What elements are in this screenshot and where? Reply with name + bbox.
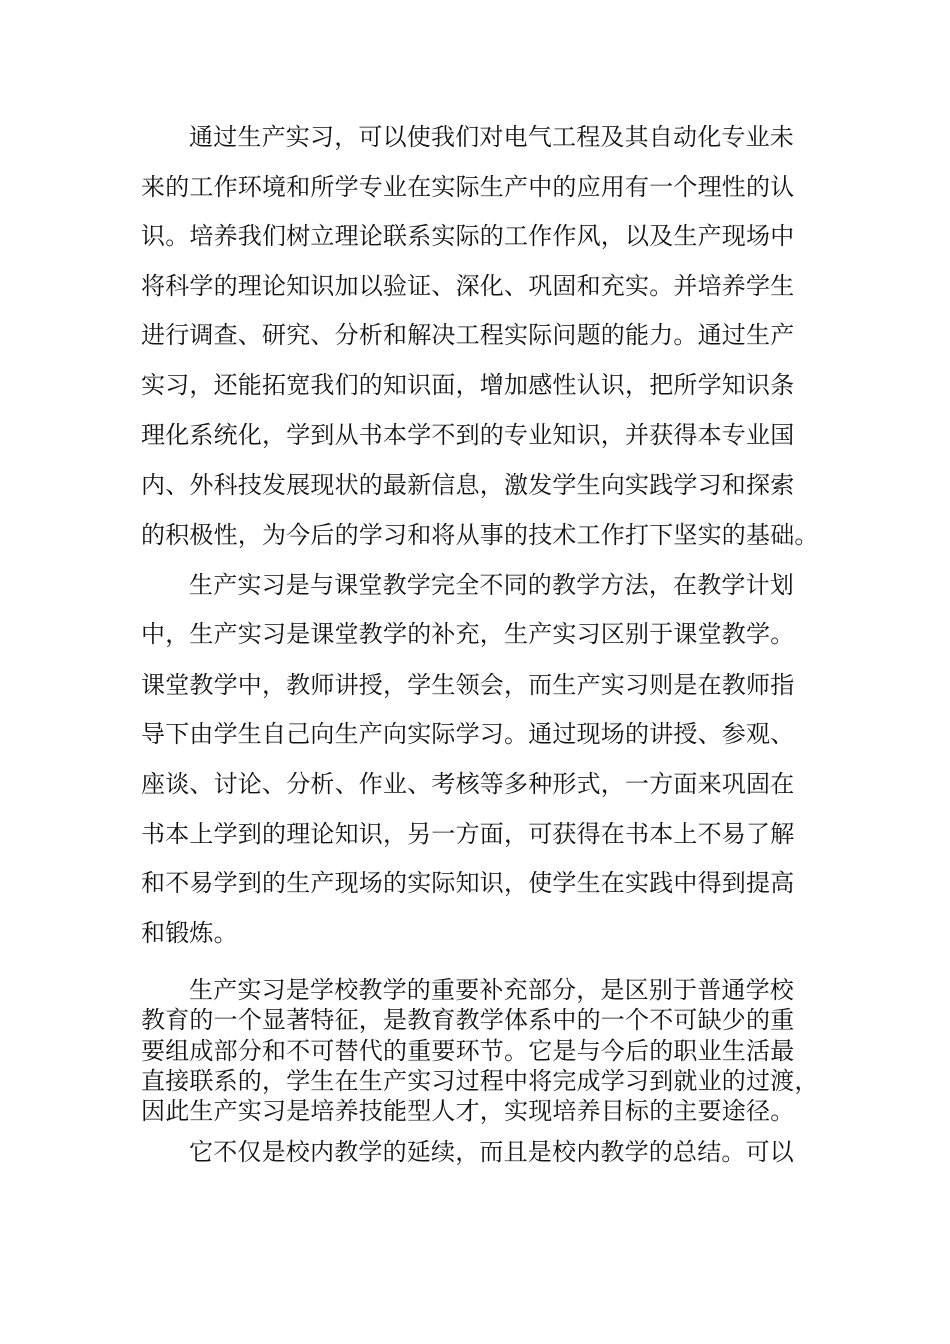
text-line: 生产实习是与课堂教学完全不同的教学方法，在教学计划 xyxy=(189,571,794,599)
text-line: 直接联系的，学生在生产实习过程中将完成学习到就业的过渡， xyxy=(141,1067,819,1095)
text-line: 内、外科技发展现状的最新信息，激发学生向实践学习和探索 xyxy=(141,471,795,499)
text-line: 教育的一个显著特征，是教育教学体系中的一个不可缺少的重 xyxy=(141,1006,795,1034)
text-line: 它不仅是校内教学的延续，而且是校内教学的总结。可以 xyxy=(189,1138,794,1166)
text-line: 导下由学生自己向生产向实际学习。通过现场的讲授、参观、 xyxy=(141,720,795,748)
text-line: 理化系统化，学到从书本学不到的专业知识，并获得本专业国 xyxy=(141,421,795,449)
text-line: 通过生产实习，可以使我们对电气工程及其自动化专业未 xyxy=(189,123,794,151)
text-line: 进行调查、研究、分析和解决工程实际问题的能力。通过生产 xyxy=(141,321,795,349)
text-line: 和不易学到的生产现场的实际知识，使学生在实践中得到提高 xyxy=(141,869,795,897)
text-line: 课堂教学中，教师讲授，学生领会，而生产实习则是在教师指 xyxy=(141,671,795,699)
text-line: 识。培养我们树立理论联系实际的工作作风，以及生产现场中 xyxy=(141,222,795,250)
text-line: 书本上学到的理论知识，另一方面，可获得在书本上不易了解 xyxy=(141,820,795,848)
text-line: 中，生产实习是课堂教学的补充，生产实习区别于课堂教学。 xyxy=(141,620,795,648)
text-line: 生产实习是学校教学的重要补充部分，是区别于普通学校 xyxy=(189,976,794,1004)
text-line: 的积极性，为今后的学习和将从事的技术工作打下坚实的基础。 xyxy=(141,521,819,549)
text-line: 和锻炼。 xyxy=(141,919,238,947)
text-line: 来的工作环境和所学专业在实际生产中的应用有一个理性的认 xyxy=(141,173,795,201)
text-line: 座谈、讨论、分析、作业、考核等多种形式，一方面来巩固在 xyxy=(141,770,795,798)
text-line: 将科学的理论知识加以验证、深化、巩固和充实。并培养学生 xyxy=(141,272,795,300)
text-line: 因此生产实习是培养技能型人才，实现培养目标的主要途径。 xyxy=(141,1097,795,1125)
text-line: 实习，还能拓宽我们的知识面，增加感性认识，把所学知识条 xyxy=(141,371,795,399)
text-line: 要组成部分和不可替代的重要环节。它是与今后的职业生活最 xyxy=(141,1037,795,1065)
